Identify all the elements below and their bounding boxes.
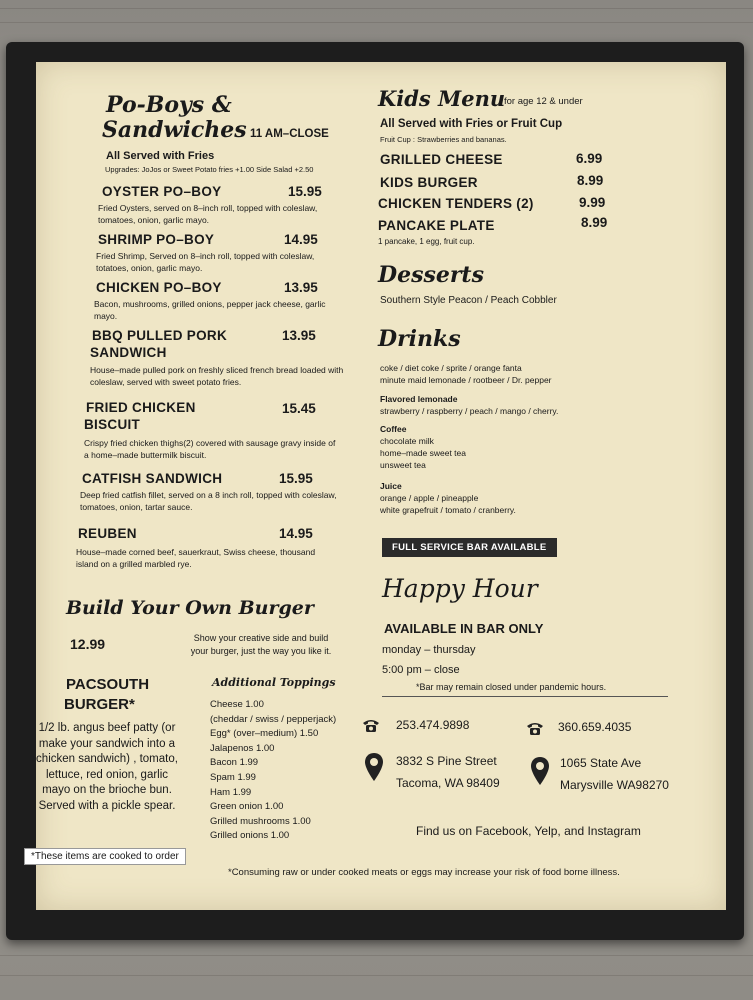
wood-grain (0, 955, 753, 956)
drinks-juice-title: Juice (380, 481, 402, 491)
address-marysville (560, 752, 669, 796)
price-shrimp-po-boy: 14.95 (284, 232, 318, 247)
kids-price-kids-burger: 8.99 (577, 173, 604, 188)
wood-grain (0, 8, 753, 9)
topping-item: Grilled mushrooms 1.00 (210, 815, 311, 827)
address-tacoma-street: 3832 S Pine Street (396, 754, 497, 768)
sandwiches-served-with: All Served with Fries (106, 150, 215, 162)
price-reuben: 14.95 (279, 526, 313, 541)
sandwiches-hours: 11 AM–CLOSE (250, 128, 329, 140)
desc-oyster-po-boy: Fried Oysters, served on 8–inch roll, topped with coleslaw, tomatoes, onion, garlic mayo. (98, 203, 318, 225)
location-pin-icon (530, 756, 550, 786)
sandwiches-title-line2: Sandwiches (102, 117, 247, 143)
happy-hour-note: *Bar may remain closed under pandemic hours. (416, 682, 607, 692)
desserts-title: Desserts (378, 262, 484, 288)
item-reuben: REUBEN (78, 526, 137, 541)
topping-item: Bacon 1.99 (210, 757, 259, 769)
phone-icon (362, 718, 380, 733)
item-fried-chicken-biscuit-line2: BISCUIT (84, 417, 141, 432)
full-service-bar-badge: FULL SERVICE BAR AVAILABLE (382, 538, 557, 557)
item-bbq-pulled-pork-line2: SANDWICH (90, 345, 167, 360)
item-catfish-sandwich: CATFISH SANDWICH (82, 471, 223, 486)
toppings-list (210, 698, 336, 844)
toppings-title: Additional Toppings (212, 676, 336, 689)
desc-bbq-pulled-pork: House–made pulled pork on freshly sliced french bread loaded with coleslaw, served with sweet potato fries. (90, 365, 344, 387)
drinks-coffee-title: Coffee (380, 424, 407, 434)
kids-fruit-cup: Fruit Cup : Strawberries and bananas. (380, 135, 507, 144)
price-oyster-po-boy: 15.95 (288, 184, 322, 199)
kids-price-grilled-cheese: 6.99 (576, 151, 603, 166)
drinks-coffee (380, 423, 466, 471)
happy-hour-days: monday – thursday (382, 644, 476, 656)
happy-hour-title: Happy Hour (382, 574, 538, 603)
price-chicken-po-boy: 13.95 (284, 280, 318, 295)
drinks-juice (380, 480, 516, 516)
happy-hour-time: 5:00 pm – close (382, 664, 460, 676)
kids-price-pancake-plate: 8.99 (581, 215, 608, 230)
price-bbq-pulled-pork: 13.95 (282, 328, 316, 343)
drinks-coffee-line: chocolate milk (380, 436, 434, 446)
wood-grain (0, 22, 753, 23)
phone-tacoma[interactable]: 253.474.9898 (396, 718, 470, 732)
kids-item-pancake-plate: PANCAKE PLATE (378, 218, 495, 233)
drinks-soda (380, 362, 552, 386)
drinks-juice-line: orange / apple / pineapple (380, 493, 479, 503)
price-fried-chicken-biscuit: 15.45 (282, 401, 316, 416)
drinks-juice-line: white grapefruit / tomato / cranberry. (380, 505, 516, 515)
desc-fried-chicken-biscuit: Crispy fried chicken thighs(2) covered with sausage gravy inside of a home–made buttermilk biscuit. (84, 438, 336, 460)
address-marysville-street: 1065 State Ave (560, 756, 642, 770)
desc-reuben: House–made corned beef, sauerkraut, Swiss cheese, thousand island on a grilled marbled rye. (76, 547, 316, 569)
wood-grain (0, 975, 753, 976)
price-catfish-sandwich: 15.95 (279, 471, 313, 486)
kids-price-chicken-tenders: 9.99 (579, 195, 606, 210)
location-pin-icon (364, 752, 384, 782)
burger-price: 12.99 (70, 636, 106, 652)
burger-desc: 1/2 lb. angus beef patty (or make your sandwich into a chicken sandwich) , tomato, lettuce, red onion, garlic mayo on the brioche bun. Served with a pickle spear. (36, 722, 178, 812)
topping-item: Cheese 1.00 (210, 699, 264, 710)
drinks-coffee-line: home–made sweet tea (380, 448, 466, 458)
desc-shrimp-po-boy: Fried Shrimp, Served on 8–inch roll, topped with coleslaw, totatoes, onion, garlic mayo. (96, 251, 315, 273)
cooked-to-order-note: *These items are cooked to order (24, 848, 186, 865)
drinks-coffee-line: unsweet tea (380, 460, 426, 470)
item-chicken-po-boy: CHICKEN PO–BOY (96, 280, 222, 295)
kids-age: for age 12 & under (504, 96, 583, 107)
drinks-soda-line: minute maid lemonade / rootbeer / Dr. pepper (380, 375, 552, 385)
kids-item-kids-burger: KIDS BURGER (380, 175, 478, 190)
item-shrimp-po-boy: SHRIMP PO–BOY (98, 232, 215, 247)
drinks-lemonade (380, 393, 558, 417)
topping-item: Spam 1.99 (210, 771, 256, 783)
item-fried-chicken-biscuit: FRIED CHICKEN (86, 400, 196, 415)
address-tacoma-city: Tacoma, WA 98409 (396, 776, 500, 790)
kids-served-with: All Served with Fries or Fruit Cup (380, 118, 563, 130)
food-safety-disclaimer: *Consuming raw or under cooked meats or eggs may increase your risk of food borne illness. (228, 867, 620, 878)
menu-page (31, 62, 726, 910)
kids-title: Kids Menu (378, 86, 506, 111)
topping-item: Jalapenos 1.00 (210, 742, 275, 754)
divider (382, 696, 668, 697)
drinks-lemonade-line: strawberry / raspberry / peach / mango / cherry. (380, 406, 559, 416)
phone-icon (526, 721, 544, 736)
burger-name-line1: PACSOUTH (66, 676, 150, 693)
topping-item: Grilled onions 1.00 (210, 830, 290, 842)
kids-item-chicken-tenders: CHICKEN TENDERS (2) (378, 196, 534, 211)
sandwiches-title-line1: Po-Boys & (106, 92, 232, 118)
topping-item: (cheddar / swiss / pepperjack) (210, 713, 337, 725)
phone-marysville[interactable]: 360.659.4035 (558, 720, 632, 734)
burger-title: Build Your Own Burger (66, 597, 314, 619)
topping-item: Egg* (over–medium) 1.50 (210, 728, 319, 740)
item-bbq-pulled-pork: BBQ PULLED PORK (92, 328, 228, 343)
sandwiches-upgrades: Upgrades: JoJos or Sweet Potato fries +1.00 Side Salad +2.50 (105, 165, 314, 174)
desserts-item: Southern Style Peacon / Peach Cobbler (380, 295, 557, 306)
kids-item-grilled-cheese: GRILLED CHEESE (380, 152, 503, 167)
address-marysville-city: Marysville WA98270 (560, 778, 669, 792)
happy-hour-availability: AVAILABLE IN BAR ONLY (384, 621, 544, 636)
drinks-title: Drinks (378, 326, 461, 352)
burger-name-line2: BURGER* (64, 696, 135, 713)
topping-item: Green onion 1.00 (210, 801, 284, 813)
social-media-line: Find us on Facebook, Yelp, and Instagram (416, 824, 641, 838)
topping-item: Ham 1.99 (210, 786, 252, 798)
kids-pancake-desc: 1 pancake, 1 egg, fruit cup. (378, 237, 475, 246)
desc-catfish-sandwich: Deep fried catfish fillet, served on a 8 inch roll, topped with coleslaw, tomatoes, onion, tartar sauce. (80, 490, 337, 512)
address-tacoma (396, 750, 500, 794)
desc-chicken-po-boy: Bacon, mushrooms, grilled onions, pepper jack cheese, garlic mayo. (94, 299, 326, 321)
drinks-soda-line: coke / diet coke / sprite / orange fanta (380, 363, 522, 373)
drinks-lemonade-title: Flavored lemonade (380, 394, 458, 404)
item-oyster-po-boy: OYSTER PO–BOY (102, 184, 222, 199)
burger-tagline: Show your creative side and build your burger, just the way you like it. (190, 633, 332, 656)
